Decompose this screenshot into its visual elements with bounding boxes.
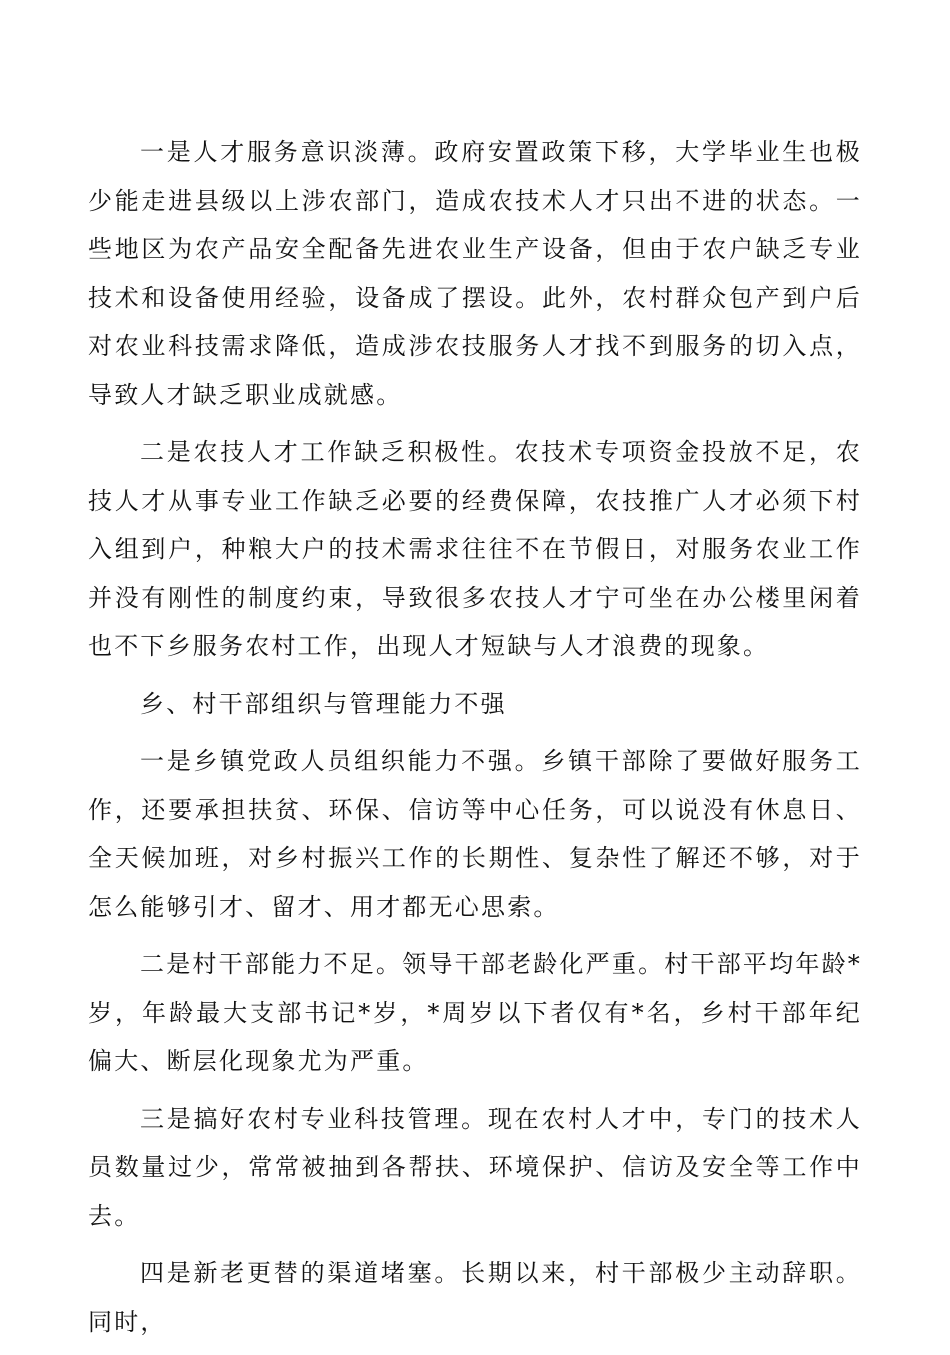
document-body: [88, 128, 862, 1355]
paragraph-agritech-motivation: 二是农技人才工作缺乏积极性。农技术专项资金投放不足，农技人才从事专业工作缺乏必要的经费保障，农技推广人才必须下村入组到户，种粮大户的技术需求往往不在节假日，对服务农业工作并没有刚性的制度约束，导致很多农技人才宁可坐在办公楼里闲着也不下乡服务农村工作，出现人才短缺与人才浪费的现象。: [88, 438, 862, 660]
paragraph-renewal-channel: 四是新老更替的渠道堵塞。长期以来，村干部极少主动辞职。同时，: [88, 1259, 862, 1336]
paragraph-tech-management: 三是搞好农村专业科技管理。现在农村人才中，专门的技术人员数量过少，常常被抽到各帮扶、环境保护、信访及安全等工作中去。: [88, 1104, 862, 1230]
paragraph-talent-service-awareness: 一是人才服务意识淡薄。政府安置政策下移，大学毕业生也极少能走进县级以上涉农部门，造成农技术人才只出不进的状态。一些地区为农产品安全配备先进农业生产设备，但由于农户缺乏专业技术和设备使用经验，设备成了摆设。此外，农村群众包产到户后对农业科技需求降低，造成涉农技服务人才找不到服务的切入点，导致人才缺乏职业成就感。: [88, 138, 862, 409]
paragraph-village-cadre-ability: 二是村干部能力不足。领导干部老龄化严重。村干部平均年龄*岁，年龄最大支部书记*岁，*周岁以下者仅有*名，乡村干部年纪偏大、断层化现象尤为严重。: [88, 950, 862, 1075]
paragraph-township-organization: 一是乡镇党政人员组织能力不强。乡镇干部除了要做好服务工作，还要承担扶贫、环保、信访等中心任务，可以说没有休息日、全天候加班，对乡村振兴工作的长期性、复杂性了解还不够，对于怎么能够引才、留才、用才都无心思索。: [88, 747, 862, 921]
section-heading-cadre-ability: 乡、村干部组织与管理能力不强: [140, 689, 507, 718]
